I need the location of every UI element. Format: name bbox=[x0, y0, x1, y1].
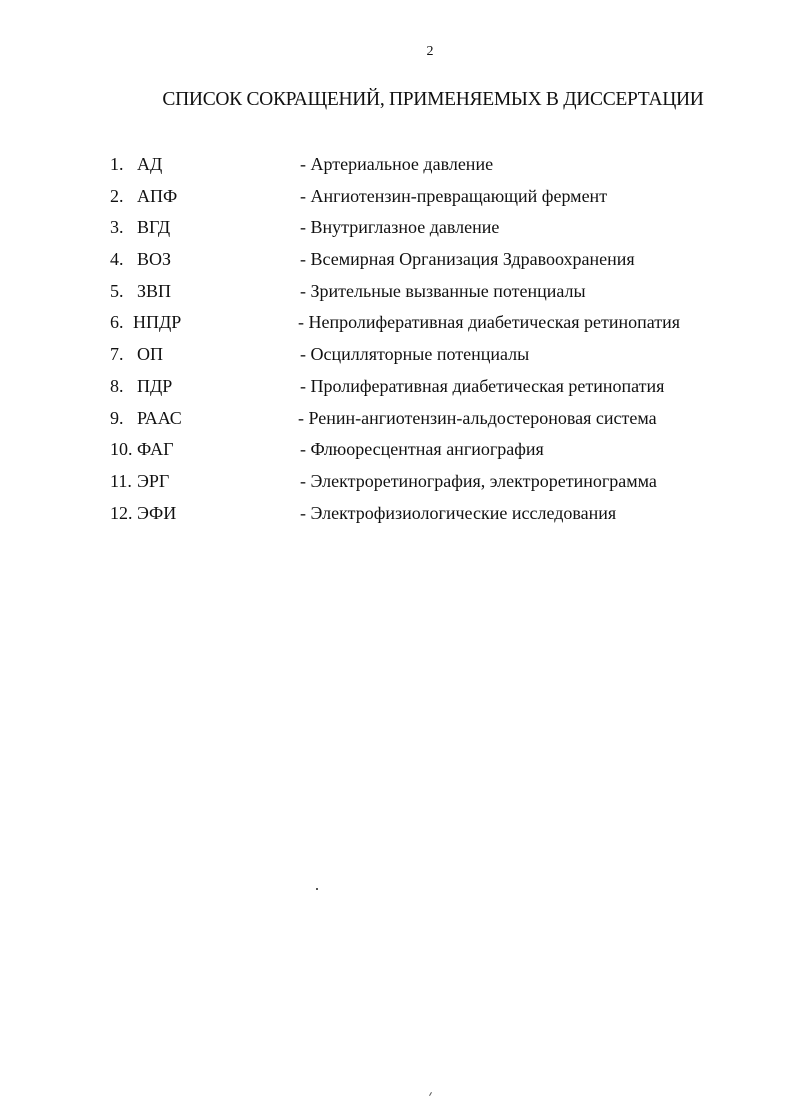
abbreviation-definition: - Осцилляторные потенциалы bbox=[300, 344, 530, 365]
item-number: 1. bbox=[110, 154, 124, 174]
abbreviation-definition: - Зрительные вызванные потенциалы bbox=[300, 280, 586, 301]
list-item bbox=[0, 279, 796, 311]
abbreviation-definition: - Электроретинография, электроретинограмма bbox=[300, 470, 657, 491]
abbreviation-definition: - Всемирная Организация Здравоохранения bbox=[300, 249, 635, 270]
abbreviation-definition: - Артериальное давление bbox=[300, 154, 494, 174]
list-item bbox=[0, 247, 796, 279]
abbreviation-definition: - Флюоресцентная ангиография bbox=[300, 439, 544, 460]
item-number: 5. bbox=[110, 280, 124, 301]
scan-speck bbox=[429, 1092, 432, 1096]
page-title: СПИСОК СОКРАЩЕНИЙ, ПРИМЕНЯЕМЫХ В ДИССЕРТАЦИИ bbox=[162, 89, 704, 110]
item-number: 4. bbox=[110, 249, 124, 270]
scan-speck bbox=[316, 888, 318, 890]
abbreviation-list bbox=[0, 152, 796, 532]
list-item bbox=[0, 374, 796, 406]
abbreviation-code: АД bbox=[137, 154, 163, 174]
abbreviation-code: ОП bbox=[137, 344, 163, 365]
list-item bbox=[0, 215, 796, 247]
abbreviation-code: НПДР bbox=[133, 312, 182, 333]
list-item bbox=[0, 437, 796, 469]
abbreviation-code: ВГД bbox=[137, 217, 171, 238]
item-number: 7. bbox=[110, 344, 124, 365]
list-item bbox=[0, 469, 796, 501]
item-number: 12. bbox=[110, 502, 133, 523]
item-number: 10. bbox=[110, 439, 133, 460]
item-number: 11. bbox=[110, 470, 132, 491]
item-number: 9. bbox=[110, 407, 124, 428]
abbreviation-definition: - Электрофизиологические исследования bbox=[300, 502, 617, 523]
list-item bbox=[0, 406, 796, 438]
item-number: 3. bbox=[110, 217, 124, 238]
abbreviation-code: ЭРГ bbox=[137, 470, 170, 491]
abbreviation-code: ЗВП bbox=[137, 280, 172, 301]
item-number: 2. bbox=[110, 185, 124, 206]
item-number: 6. bbox=[110, 312, 124, 333]
list-item bbox=[0, 184, 796, 216]
list-item bbox=[0, 501, 796, 533]
abbreviation-code: ПДР bbox=[137, 375, 173, 396]
abbreviation-definition: - Ангиотензин-превращающий фермент bbox=[300, 185, 608, 206]
abbreviation-code: РААС bbox=[137, 407, 182, 428]
item-number: 8. bbox=[110, 375, 124, 396]
abbreviation-definition: - Пролиферативная диабетическая ретинопатия bbox=[300, 375, 665, 396]
list-item bbox=[0, 310, 796, 342]
list-item bbox=[0, 342, 796, 374]
abbreviation-definition: - Ренин-ангиотензин-альдостероновая система bbox=[298, 407, 657, 428]
abbreviation-code: ФАГ bbox=[137, 439, 174, 460]
abbreviation-code: ЭФИ bbox=[137, 502, 177, 523]
page-number: 2 bbox=[426, 44, 434, 59]
abbreviation-definition: - Внутриглазное давление bbox=[300, 217, 500, 238]
abbreviation-definition: - Непролиферативная диабетическая ретинопатия bbox=[298, 312, 681, 333]
list-item bbox=[0, 152, 796, 184]
abbreviation-code: ВОЗ bbox=[137, 249, 172, 270]
abbreviation-code: АПФ bbox=[137, 185, 178, 206]
